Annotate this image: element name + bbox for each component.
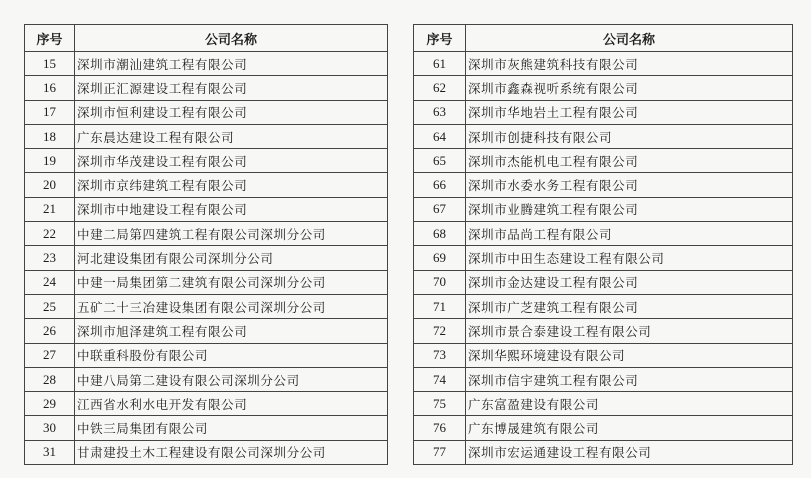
table-row [25,173,388,197]
row-index: 22 [25,222,75,246]
company-table-left [24,24,388,465]
company-name: 深圳市京纬建筑工程有限公司 [75,173,388,197]
row-index: 21 [25,197,75,221]
company-name: 中建一局集团第二建筑有限公司深圳分公司 [75,270,388,294]
company-name: 甘肃建投土木工程建设有限公司深圳分公司 [75,440,388,464]
table-body-left [25,52,388,465]
table-row [25,76,388,100]
company-name: 广东晨达建设工程有限公司 [75,124,388,148]
row-index: 30 [25,416,75,440]
company-name: 深圳市品尚工程有限公司 [466,222,793,246]
table-row [414,52,793,76]
row-index: 26 [25,319,75,343]
header-index: 序号 [25,25,75,52]
row-index: 73 [414,343,466,367]
company-name: 深圳市金达建设工程有限公司 [466,270,793,294]
table-row [25,246,388,270]
table-row [25,440,388,464]
company-name: 深圳市创捷科技有限公司 [466,124,793,148]
row-index: 75 [414,392,466,416]
table-row [25,270,388,294]
row-index: 17 [25,100,75,124]
company-name: 深圳市恒利建设工程有限公司 [75,100,388,124]
row-index: 64 [414,124,466,148]
table-row [414,319,793,343]
row-index: 18 [25,124,75,148]
row-index: 70 [414,270,466,294]
table-header-row [25,25,388,52]
company-name: 深圳市灰熊建筑科技有限公司 [466,52,793,76]
row-index: 68 [414,222,466,246]
company-name: 深圳市中田生态建设工程有限公司 [466,246,793,270]
row-index: 71 [414,294,466,318]
company-name: 深圳市景合泰建设工程有限公司 [466,319,793,343]
row-index: 27 [25,343,75,367]
header-index: 序号 [414,25,466,52]
row-index: 15 [25,52,75,76]
company-name: 深圳市信宇建筑工程有限公司 [466,367,793,391]
header-company-name: 公司名称 [466,25,793,52]
table-row [414,124,793,148]
table-row [25,149,388,173]
company-name: 深圳市华茂建设工程有限公司 [75,149,388,173]
company-name: 深圳市鑫森视听系统有限公司 [466,76,793,100]
table-row [414,416,793,440]
company-name: 深圳市业腾建筑工程有限公司 [466,197,793,221]
company-name: 中铁三局集团有限公司 [75,416,388,440]
table-row [414,440,793,464]
table-row [25,294,388,318]
row-index: 77 [414,440,466,464]
table-header-row [414,25,793,52]
table-row [414,270,793,294]
table-row [414,100,793,124]
table-row [414,246,793,270]
company-name: 中建二局第四建筑工程有限公司深圳分公司 [75,222,388,246]
table-row [414,173,793,197]
company-name: 深圳市水委水务工程有限公司 [466,173,793,197]
company-name: 深圳正汇源建设工程有限公司 [75,76,388,100]
company-name: 江西省水利水电开发有限公司 [75,392,388,416]
company-name: 深圳市潮汕建筑工程有限公司 [75,52,388,76]
company-name: 广东博晟建筑有限公司 [466,416,793,440]
row-index: 31 [25,440,75,464]
table-row [25,343,388,367]
row-index: 28 [25,367,75,391]
table-row [25,124,388,148]
company-name: 河北建设集团有限公司深圳分公司 [75,246,388,270]
row-index: 72 [414,319,466,343]
table-row [25,100,388,124]
company-name: 中建八局第二建设有限公司深圳分公司 [75,367,388,391]
table-row [414,197,793,221]
company-name: 深圳华熙环境建设有限公司 [466,343,793,367]
table-body-right [414,52,793,465]
company-name: 广东富盈建设有限公司 [466,392,793,416]
company-name: 深圳市广芝建筑工程有限公司 [466,294,793,318]
row-index: 16 [25,76,75,100]
table-row [25,222,388,246]
table-row [414,222,793,246]
row-index: 61 [414,52,466,76]
table-row [414,343,793,367]
row-index: 69 [414,246,466,270]
table-row [414,294,793,318]
table-row [25,197,388,221]
table-row [414,367,793,391]
row-index: 25 [25,294,75,318]
table-row [25,319,388,343]
row-index: 24 [25,270,75,294]
table-row [25,392,388,416]
row-index: 29 [25,392,75,416]
company-table-right [413,24,793,465]
company-name: 深圳市中地建设工程有限公司 [75,197,388,221]
row-index: 67 [414,197,466,221]
company-name: 深圳市旭泽建筑工程有限公司 [75,319,388,343]
company-name: 深圳市华地岩土工程有限公司 [466,100,793,124]
row-index: 66 [414,173,466,197]
row-index: 62 [414,76,466,100]
row-index: 76 [414,416,466,440]
table-row [25,416,388,440]
row-index: 63 [414,100,466,124]
company-name: 中联重科股份有限公司 [75,343,388,367]
table-row [25,52,388,76]
table-row [414,392,793,416]
company-name: 五矿二十三冶建设集团有限公司深圳分公司 [75,294,388,318]
row-index: 19 [25,149,75,173]
row-index: 74 [414,367,466,391]
table-row [414,76,793,100]
table-row [414,149,793,173]
row-index: 65 [414,149,466,173]
row-index: 23 [25,246,75,270]
row-index: 20 [25,173,75,197]
table-row [25,367,388,391]
company-name: 深圳市宏运通建设工程有限公司 [466,440,793,464]
company-name: 深圳市杰能机电工程有限公司 [466,149,793,173]
header-company-name: 公司名称 [75,25,388,52]
